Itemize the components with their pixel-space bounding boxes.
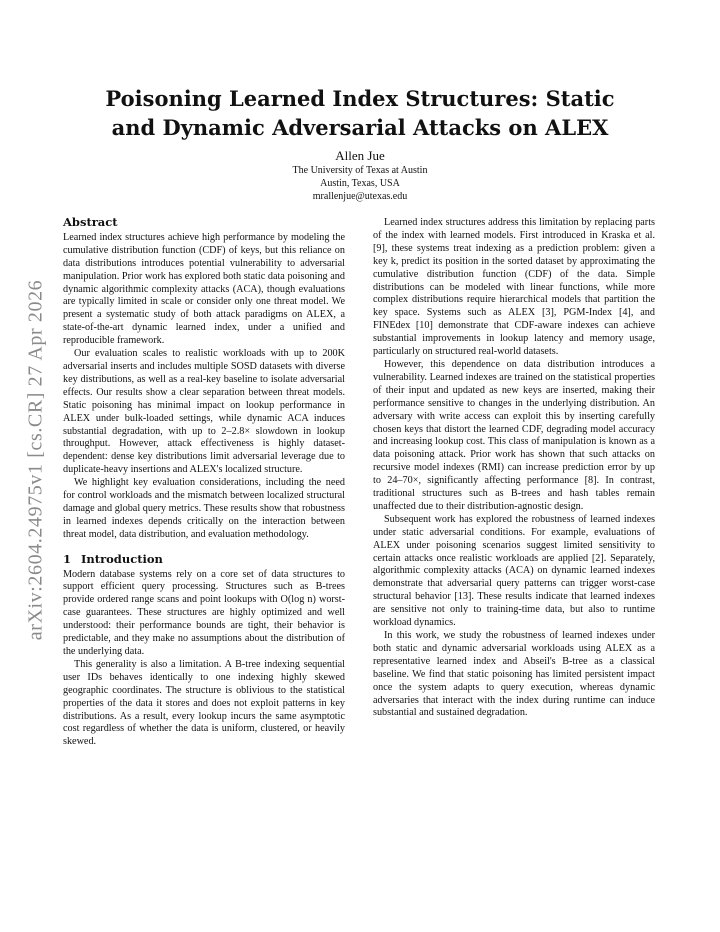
paper-title: Poisoning Learned Index Structures: Static and Dynamic Adversarial Attacks on ALEX	[105, 86, 615, 140]
author-block	[210, 148, 510, 203]
intro-paragraph: In this work, we study the robustness of learned indexes under both static and dynamic adversarial workloads using ALEX as a representative learned index and Abseil's B-tree as a classical baseline. We find that static poisoning has limited persistent impact once the system adapts to query execution, whereas dynamic adversaries that interact with the index during runtime can induce substantial and sustained degradation.	[373, 630, 655, 719]
right-column	[373, 217, 655, 720]
author-email[interactable]: mrallenjue@utexas.edu	[312, 191, 408, 202]
left-column	[63, 216, 345, 749]
arxiv-id-text: arXiv:2604.24975v1 [cs.CR] 27 Apr 2026	[24, 279, 47, 641]
introduction-heading	[63, 553, 345, 566]
intro-paragraph: This generality is also a limitation. A B-tree indexing sequential user IDs behaves identically to one indexing highly skewed geographic coordinates. The structure is oblivious to the statistical properties of the data it stores and does not exploit patterns in key distributions. As a result, every lookup incurs the same asymptotic cost regardless of whether the data is uniform, clustered, or heavily skewed.	[63, 658, 345, 748]
intro-paragraph: Modern database systems rely on a core set of data structures to support efficient query processing. Structures such as B-trees provide ordered range scans and point lookups with O(log n) worst-case guarantees. These structures are highly optimized and well understood: their performance bounds are tight, their behavior is predictable, and they make no assumptions about the distribution of the underlying data.	[63, 568, 345, 657]
abstract-heading: Abstract	[63, 215, 118, 229]
section-title: Introduction	[81, 551, 163, 566]
intro-paragraph: However, this dependence on data distribution introduces a vulnerability. Learned indexes are trained on the statistical properties of their input and updated as new keys are inserted, making their performance sensitive to changes in the underlying distribution. An adversary with write access can exploit this by inserting carefully chosen keys that distort the learned CDF, degrading model accuracy and increasing lookup cost. This class of manipulation is known as a data poisoning attack. Prior work has shown that such attacks on recursive model indexes (RMI) can increase prediction error by up to 24–70×, significantly affecting performance [8]. In contrast, traditional structures such as B-trees and hash tables remain unaffected due to their distribution-agnostic design.	[373, 358, 655, 512]
section-number: 1	[63, 551, 72, 566]
abstract-paragraph: We highlight key evaluation considerations, including the need for control workloads and the mismatch between localized structural damage and global query metrics. These results show that robustness in learned indexes depends critically on the interaction between threat model, data distribution, and evaluation methodology.	[63, 477, 345, 540]
author-location: Austin, Texas, USA	[320, 178, 400, 189]
abstract-paragraph: Learned index structures achieve high performance by modeling the cumulative distribution function (CDF) of keys, but this reliance on data distributions introduces potential vulnerability to adversarial manipulation. Prior work has explored both static data poisoning and dynamic algorithmic complexity attacks (ACA), though evaluations are typically limited in scale or consider only one threat model. We present a systematic study of both attack paradigms on ALEX, a state-of-the-art dynamic learned index, under a unified and reproducible framework.	[63, 231, 345, 347]
author-affiliation: The University of Texas at Austin	[292, 165, 428, 176]
author-name: Allen Jue	[335, 148, 385, 163]
arxiv-identifier-stamp	[16, 240, 56, 680]
abstract-paragraph: Our evaluation scales to realistic workloads with up to 200K adversarial inserts and includes multiple SOSD datasets with diverse key distributions, as well as a real-key baseline to isolate adversarial effects. Our results show a clear separation between threat models. Static poisoning has minimal impact on lookup performance in ALEX under bulk-loaded settings, while dynamic ACA induces substantial degradation, with up to 2–2.8× slowdown in lookup throughput. However, attack effectiveness is highly dataset-dependent: dense key distributions limit adversarial leverage due to duplicate-heavy insertions and ALEX's localized structure.	[63, 348, 345, 476]
intro-paragraph: Subsequent work has explored the robustness of learned indexes under static adversarial conditions. For example, evaluations of ALEX under poisoning scenarios suggest limited sensitivity to certain attacks once realistic workloads are applied [2]. Separately, algorithmic complexity attacks (ACA) on dynamic learned indexes demonstrate that adversarial query patterns can trigger worst-case structural behavior [13]. These results indicate that learned indexes are sensitive not only to training-time data, but also to runtime workload dynamics.	[373, 513, 655, 629]
intro-paragraph: Learned index structures address this limitation by replacing parts of the index with learned models. First introduced in Kraska et al. [9], these systems treat indexing as a prediction problem: given a key k, predict its position in the sorted dataset by approximating the cumulative distribution function (CDF) of the data. Simple distributions can be modeled with linear functions, while more complex distributions require hierarchical models that partition the key space. Systems such as ALEX [3], PGM-Index [4], and FINEdex [10] demonstrate that CDF-aware indexes can achieve substantial improvements in lookup latency and memory usage, particularly on structured real-world datasets.	[373, 217, 655, 358]
